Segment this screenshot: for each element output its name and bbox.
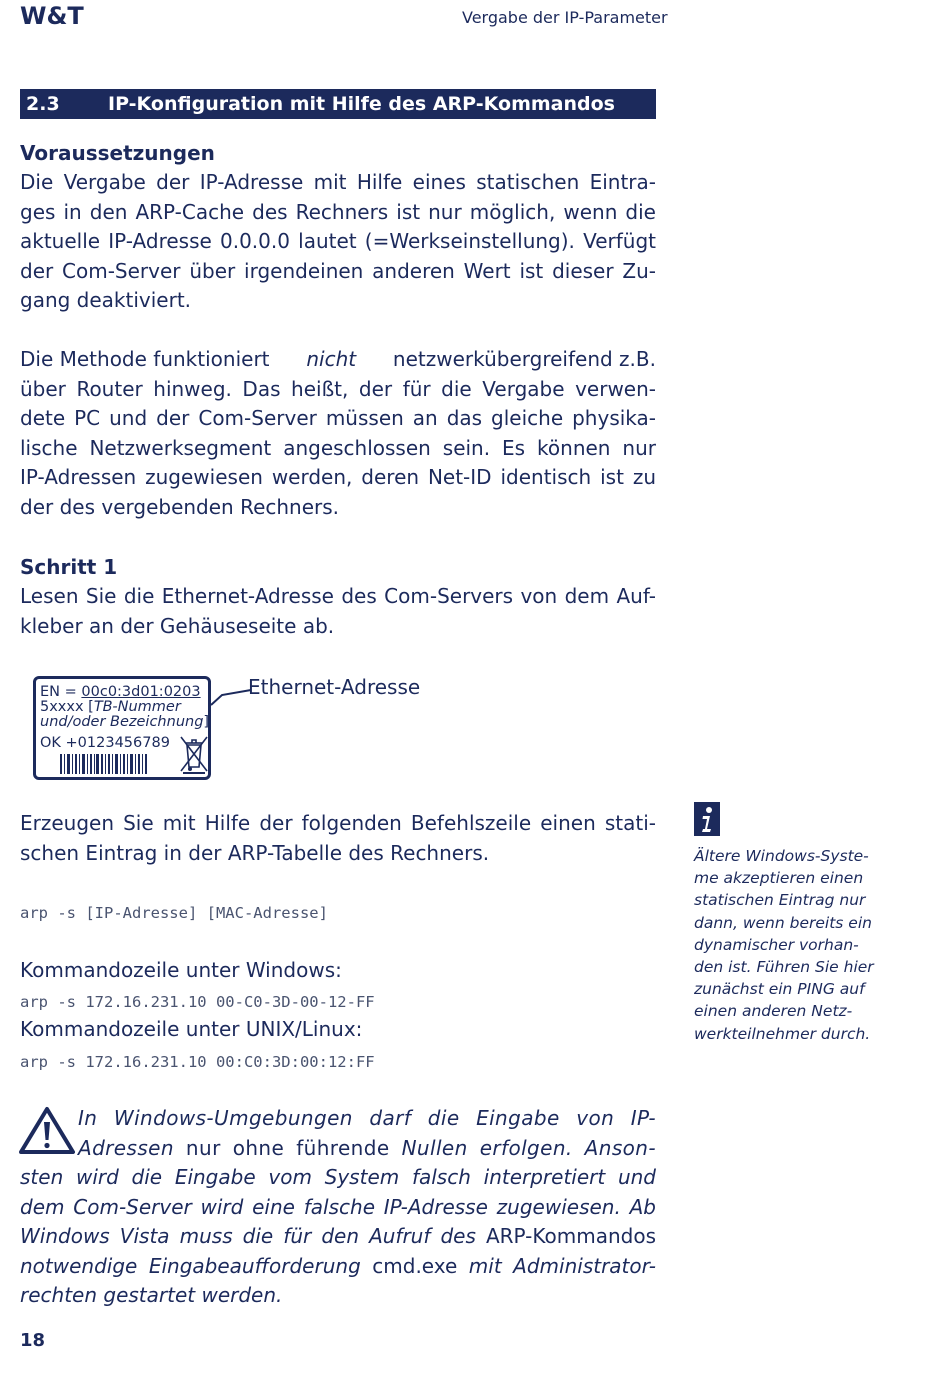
paragraph-befehl	[20, 809, 656, 868]
brand-logo: W&T	[20, 2, 84, 30]
text-fragment: ARP-Kommandos	[485, 1224, 656, 1249]
label-bracket: ]	[203, 714, 210, 730]
text-line: Lesen Sie die Ethernet-Adresse des Com-Servers von dem Auf-	[20, 584, 656, 608]
paragraph-schritt-1	[20, 582, 656, 641]
label-tb-nummer: TB-Nummer	[93, 699, 181, 715]
text-line: der Com-Server über irgendeinen anderen Wert ist dieser Zu-	[20, 258, 656, 283]
text-fragment: Adressen	[78, 1135, 174, 1160]
note-line: dann, wenn bereits ein	[694, 913, 872, 932]
unix-command-label: Kommandozeile unter UNIX/Linux:	[20, 1017, 363, 1041]
text-fragment: nur ohne führende	[173, 1135, 402, 1160]
text-fragment: Die Methode funktioniert	[20, 347, 270, 371]
label-ok-line: OK +0123456789	[40, 735, 170, 751]
barcode-graphic	[60, 754, 148, 774]
warning-icon	[19, 1106, 75, 1154]
label-tb-line	[40, 700, 181, 715]
windows-command: arp -s 172.16.231.10 00-C0-3D-00-12-FF	[20, 993, 375, 1011]
text-line: sten wird die Eingabe vom System falsch interpretiert und	[20, 1165, 656, 1189]
text-line: dem Com-Server wird eine falsche IP-Adresse zugewiesen. Ab	[20, 1194, 656, 1219]
text-fragment: notwendige Eingabeaufforderung	[20, 1253, 373, 1278]
info-icon	[694, 802, 720, 836]
text-line	[20, 1222, 656, 1252]
text-line: schen Eintrag in der ARP-Tabelle des Rechners.	[20, 840, 490, 865]
note-line: Ältere Windows-Syste-	[694, 847, 869, 865]
text-line: kleber an der Gehäuseseite ab.	[20, 613, 335, 638]
text-line: Die Vergabe der IP-Adresse mit Hilfe eines statischen Eintra-	[20, 170, 656, 194]
text-line	[20, 345, 656, 375]
callout-ethernet-address: Ethernet-Adresse	[248, 675, 421, 699]
section-number: 2.3	[26, 93, 60, 115]
paragraph-voraussetzungen-1	[20, 168, 656, 316]
text-line	[20, 1252, 656, 1282]
command-syntax: arp -s [IP-Adresse] [MAC-Adresse]	[20, 904, 328, 922]
text-fragment: Windows Vista muss die für den Aufruf des	[20, 1224, 486, 1249]
emphasis-nicht: nicht	[306, 347, 357, 371]
text-line: aktuelle IP-Adresse 0.0.0.0 lautet (=Werkseinstellung). Verfügt	[20, 229, 656, 254]
note-line: einen anderen Netz-	[694, 1002, 853, 1021]
text-line: Erzeugen Sie mit Hilfe der folgenden Befehlszeile einen stati-	[20, 811, 656, 835]
note-line: me akzeptieren einen	[694, 869, 864, 888]
label-tb-prefix: 5xxxx [	[40, 699, 94, 715]
note-line: den ist. Führen Sie hier	[694, 958, 874, 977]
note-line: dynamischer vorhan-	[694, 935, 859, 954]
unix-command: arp -s 172.16.231.10 00:C0:3D:00:12:FF	[20, 1053, 375, 1071]
text-fragment: netzwerkübergreifend z.B.	[392, 347, 656, 371]
note-line: zunächst ein PING auf	[694, 980, 865, 999]
text-line: dete PC und der Com-Server müssen an das gleiche physika-	[20, 406, 656, 431]
text-line	[78, 1134, 656, 1164]
note-line: werkteilnehmer durch.	[694, 1024, 871, 1043]
text-line: In Windows-Umgebungen darf die Eingabe von IP-	[78, 1106, 656, 1130]
note-line: statischen Eintrag nur	[694, 891, 866, 910]
running-header: Vergabe der IP-Parameter	[462, 8, 668, 27]
warning-line-1	[78, 1104, 656, 1163]
paragraph-voraussetzungen-2	[20, 345, 656, 523]
text-line: der des vergebenden Rechners.	[20, 494, 340, 519]
wheelie-bin-icon	[179, 735, 209, 775]
heading-voraussetzungen: Voraussetzungen	[20, 141, 215, 165]
text-line: rechten gestartet werden.	[20, 1283, 283, 1308]
label-en-line	[40, 685, 201, 700]
device-label-illustration	[33, 676, 211, 780]
section-title: IP-Konfiguration mit Hilfe des ARP-Kommandos	[108, 93, 615, 115]
label-bezeichnung-line	[40, 715, 209, 730]
label-en-prefix: EN =	[40, 684, 82, 700]
text-fragment: mit Administrator-	[457, 1253, 656, 1278]
text-line: ges in den ARP-Cache des Rechners ist nur möglich, wenn die	[20, 199, 656, 224]
windows-command-label: Kommandozeile unter Windows:	[20, 958, 342, 982]
warning-paragraph	[20, 1163, 656, 1311]
callout-leader-line	[210, 685, 252, 707]
text-line: über Router hinweg. Das heißt, der für die Vergabe verwen-	[20, 376, 656, 401]
label-bezeichnung: und/oder Bezeichnung	[40, 714, 204, 730]
text-fragment: Nullen erfolgen. Anson-	[401, 1135, 656, 1160]
text-line: gang deaktiviert.	[20, 288, 192, 313]
text-fragment: cmd.exe	[372, 1253, 458, 1278]
text-line: lische Netzwerksegment angeschlossen sein. Es können nur	[20, 435, 656, 460]
label-en-value: 00c0:3d01:0203	[81, 684, 201, 700]
heading-schritt-1: Schritt 1	[20, 555, 118, 579]
text-line: IP-Adressen zugewiesen werden, deren Net-ID identisch ist zu	[20, 465, 656, 490]
page-number: 18	[20, 1330, 46, 1351]
section-title-bar	[20, 89, 656, 119]
side-note	[694, 845, 884, 1045]
